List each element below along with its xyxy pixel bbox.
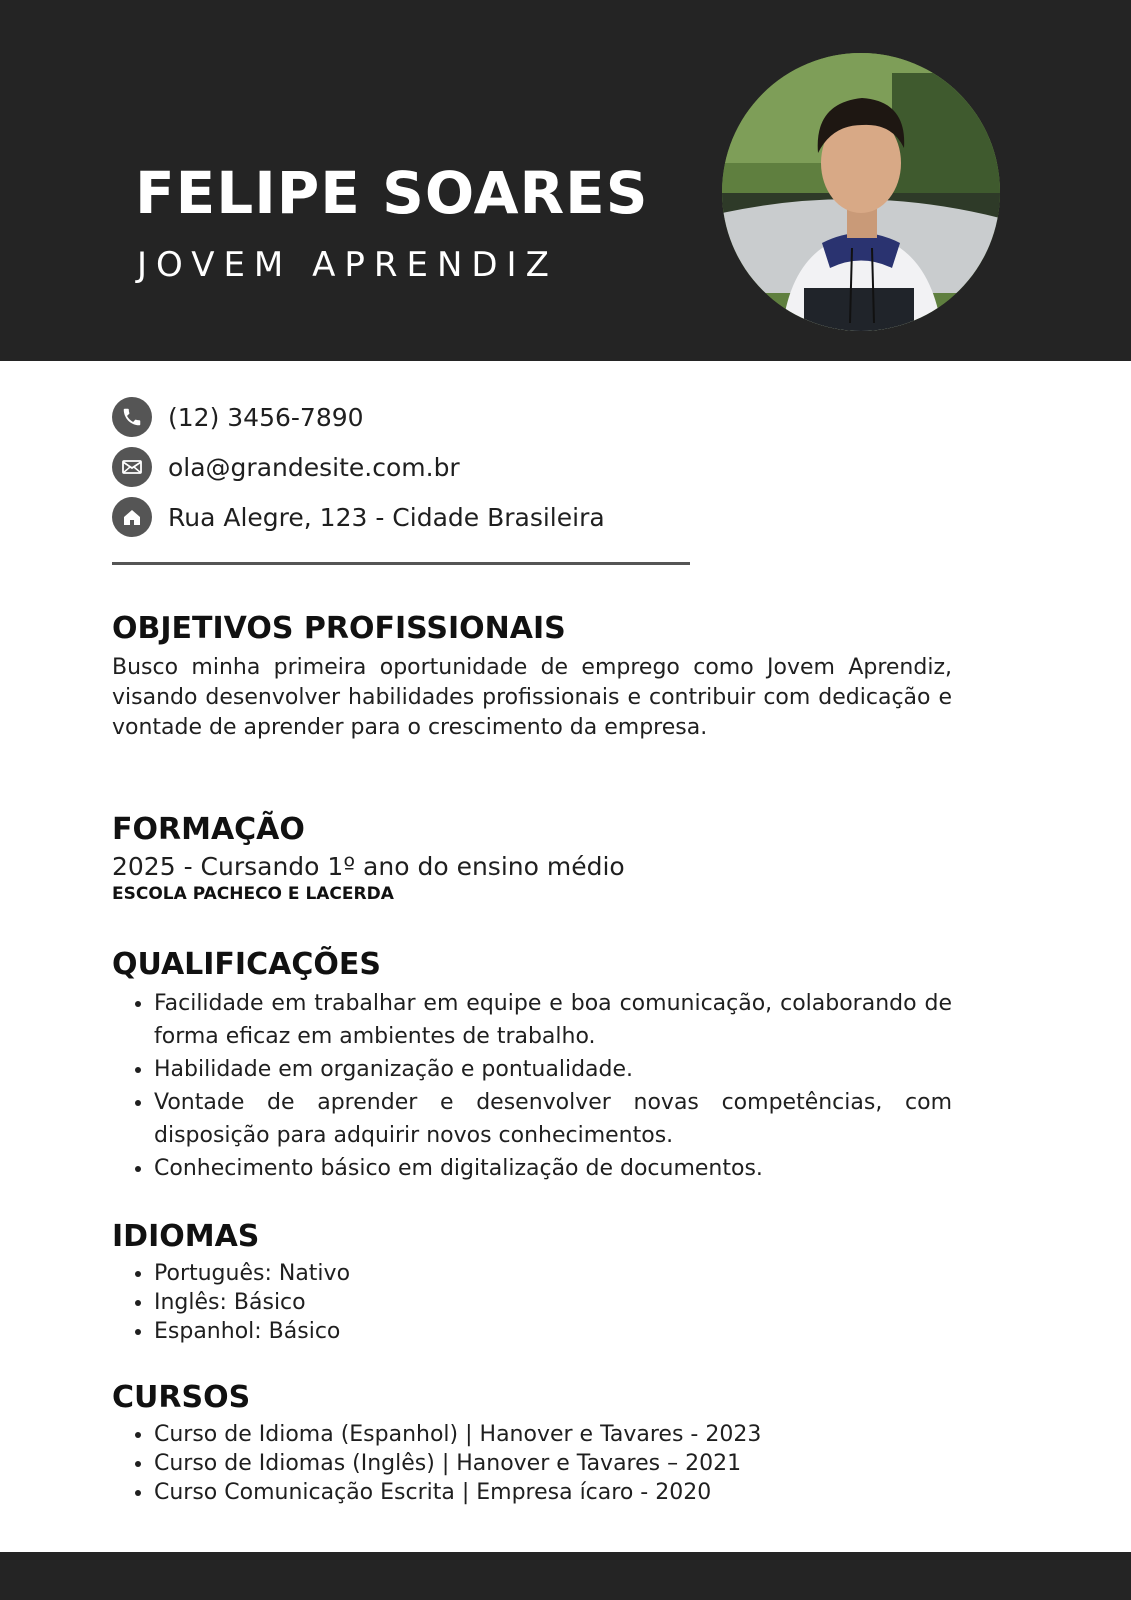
- section-objetivos: [112, 612, 952, 743]
- list-item: • Inglês: Básico: [154, 1288, 952, 1317]
- list-item: • Habilidade em organização e pontualidade.: [154, 1053, 952, 1086]
- section-cursos: [112, 1381, 952, 1507]
- profile-photo-illustration: [722, 53, 1000, 331]
- profile-photo: [722, 53, 1000, 331]
- header-banner: [0, 0, 1131, 361]
- contact-email: [112, 442, 605, 492]
- contact-email-text: ola@grandesite.com.br: [168, 452, 460, 482]
- idiomas-list: [112, 1259, 952, 1346]
- section-title: CURSOS: [112, 1380, 251, 1415]
- list-item: • Conhecimento básico em digitalização de documentos.: [154, 1152, 952, 1185]
- section-formacao: [112, 813, 952, 904]
- list-item: • Português: Nativo: [154, 1259, 952, 1288]
- candidate-role: JOVEM APRENDIZ: [137, 245, 558, 285]
- list-item: • Facilidade em trabalhar em equipe e boa comunicação, colaborando de forma eficaz em ambientes de trabalho.: [154, 987, 952, 1053]
- qualificacoes-list: [112, 987, 952, 1185]
- home-icon: [112, 497, 152, 537]
- contact-address-text: Rua Alegre, 123 - Cidade Brasileira: [168, 502, 605, 532]
- footer-bar: [0, 1552, 1131, 1600]
- list-item: • Curso de Idioma (Espanhol) | Hanover e Tavares - 2023: [154, 1420, 952, 1449]
- formacao-school: ESCOLA PACHECO E LACERDA: [112, 883, 394, 904]
- section-title: OBJETIVOS PROFISSIONAIS: [112, 611, 566, 646]
- formacao-course: 2025 - Cursando 1º ano do ensino médio: [112, 851, 625, 881]
- cursos-list: [112, 1420, 952, 1507]
- contact-phone-text: (12) 3456-7890: [168, 402, 364, 432]
- section-idiomas: [112, 1220, 952, 1346]
- section-title: QUALIFICAÇÕES: [112, 947, 381, 982]
- objetivos-text: Busco minha primeira oportunidade de emprego como Jovem Aprendiz, visando desenvolver habilidades profissionais e contribuir com dedicação e vontade de aprender para o crescimento da empresa.: [112, 654, 952, 740]
- contact-phone: [112, 392, 605, 442]
- section-qualificacoes: [112, 948, 952, 1185]
- section-title: IDIOMAS: [112, 1219, 260, 1254]
- contact-list: [112, 392, 605, 542]
- list-item: • Espanhol: Básico: [154, 1317, 952, 1346]
- contact-address: [112, 492, 605, 542]
- list-item: • Vontade de aprender e desenvolver novas competências, com disposição para adquirir novos conhecimentos.: [154, 1086, 952, 1152]
- list-item: • Curso Comunicação Escrita | Empresa ícaro - 2020: [154, 1478, 952, 1507]
- envelope-icon: [112, 447, 152, 487]
- phone-icon: [112, 397, 152, 437]
- contact-divider: [112, 562, 690, 565]
- candidate-name: FELIPE SOARES: [135, 159, 649, 227]
- section-title: FORMAÇÃO: [112, 812, 305, 847]
- list-item: • Curso de Idiomas (Inglês) | Hanover e Tavares – 2021: [154, 1449, 952, 1478]
